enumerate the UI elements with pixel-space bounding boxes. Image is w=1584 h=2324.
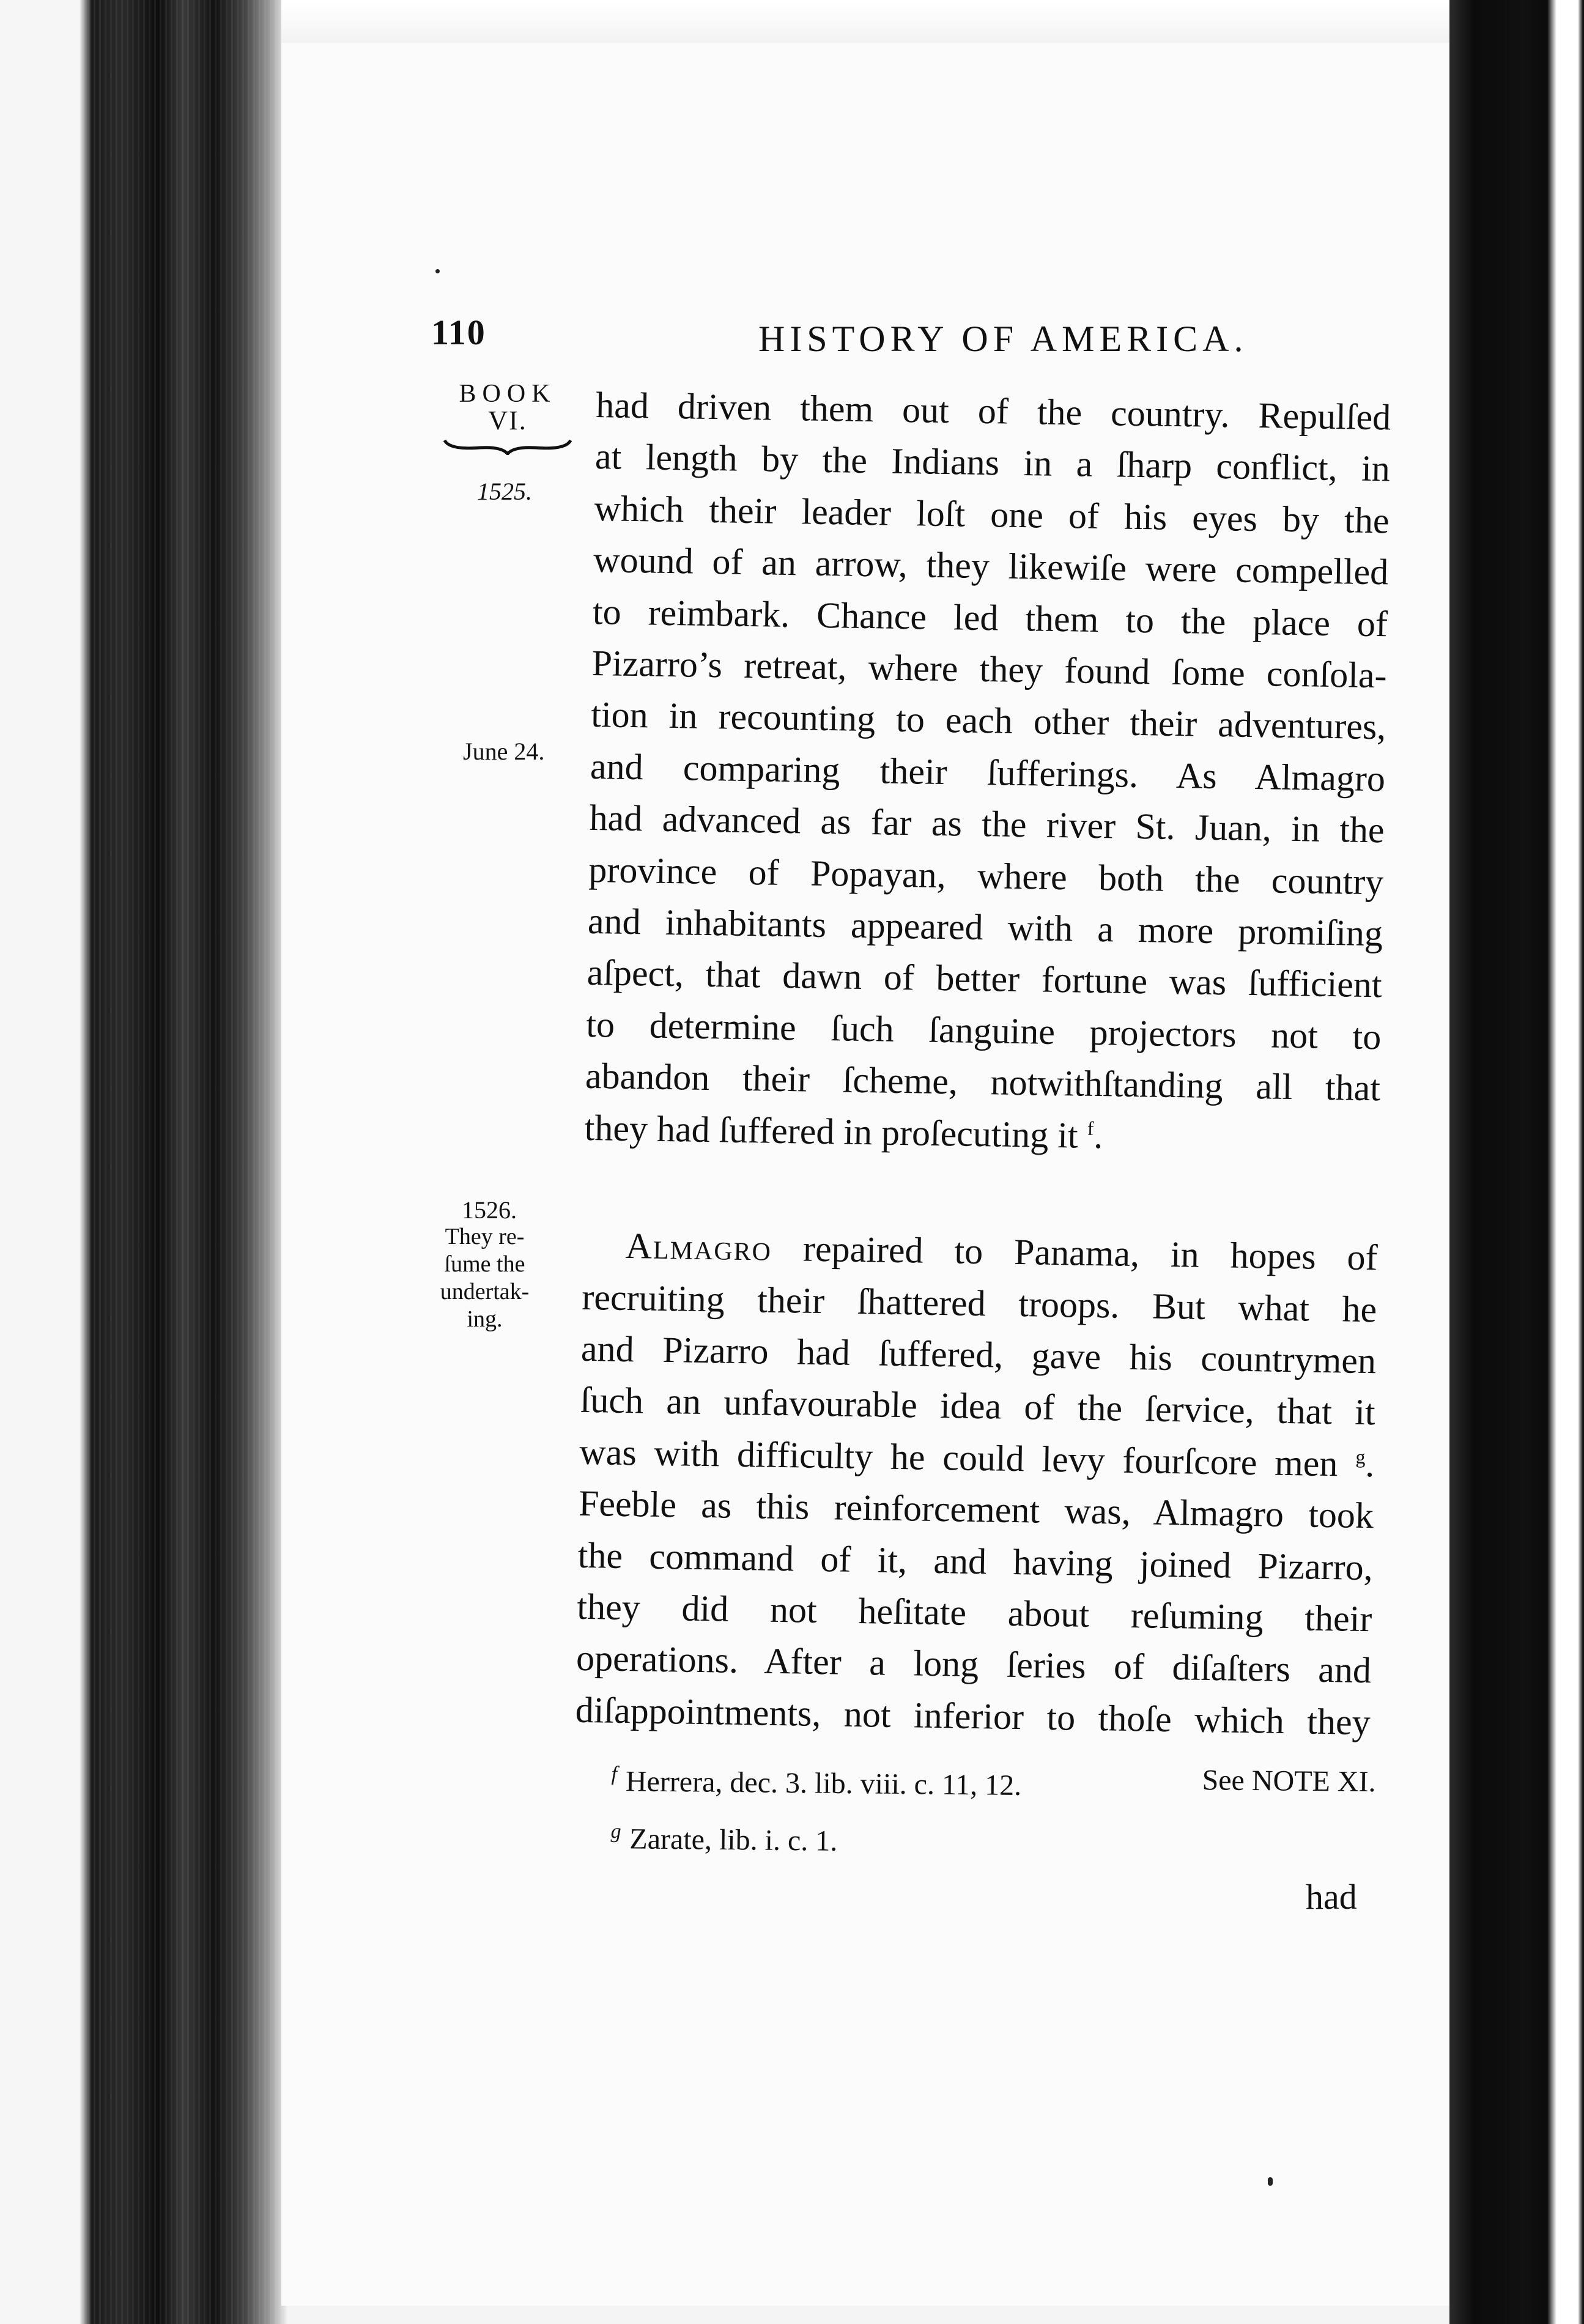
- text-line: and Pizarro had ſuffered, gave his countrymen: [580, 1328, 1377, 1382]
- paragraph-lead-word: Almagro: [625, 1226, 772, 1268]
- margin-note-line: ing.: [467, 1306, 503, 1332]
- footnote-text: Herrera, dec. 3. lib. viii. c. 11, 12.: [625, 1765, 1022, 1802]
- text-line: was with difficulty he could levy fourſcore men $^g$.: [579, 1431, 1375, 1484]
- footnote: [610, 1807, 1375, 1872]
- text-line: province of Popayan, where both the country: [588, 849, 1384, 902]
- paragraph-gap: [583, 1153, 1379, 1232]
- footnotes: [610, 1749, 1376, 1872]
- book-spine: [0, 0, 287, 2324]
- text-fragment: they had ſuffered in proſecuting it: [584, 1107, 1079, 1156]
- margin-note-line: undertak-: [440, 1279, 530, 1304]
- text-fragment: repaired to Panama, in hopes of: [771, 1227, 1379, 1278]
- footnote-see-note: See NOTE XI.: [1202, 1764, 1376, 1799]
- text-line: they did not heſitate about reſuming their: [576, 1586, 1372, 1640]
- footnote-mark: f: [611, 1762, 618, 1786]
- text-line: to determine ſuch ſanguine projectors not to: [585, 1004, 1382, 1057]
- text-line: tion in recounting to each other their adventures,: [590, 694, 1386, 747]
- facing-page-edge: [1449, 0, 1584, 2324]
- text-line: which their leader loſt one of his eyes by the: [594, 487, 1390, 541]
- speck: [1268, 2177, 1273, 2186]
- text-line: operations. After a long ſeries of diſaſters and: [575, 1638, 1372, 1691]
- footnote-text: Zarate, lib. i. c. 1.: [629, 1823, 838, 1857]
- text-line: and inhabitants appeared with a more promiſing: [587, 900, 1383, 954]
- book-label: BOOK: [459, 380, 557, 408]
- text-line: Pizarro’s retreat, where they found ſome conſola-: [591, 642, 1388, 696]
- text-fragment: was with difficulty he could levy fourſcore men: [579, 1431, 1339, 1484]
- text-line: diſappointments, not inferior to thoſe which they: [575, 1689, 1371, 1742]
- page-top-margin: [281, 0, 1449, 43]
- book-number: VI.: [488, 405, 527, 435]
- text-line: recruiting their ſhattered troops. But what he: [581, 1276, 1377, 1330]
- margin-note-line: They re-: [445, 1224, 525, 1249]
- body-text: [575, 379, 1391, 1748]
- margin-year-1526: 1526.: [462, 1196, 517, 1224]
- text-line: aſpect, that dawn of better fortune was ſufficient: [587, 952, 1383, 1005]
- text-line: abandon their ſcheme, notwithſtanding all that: [585, 1056, 1381, 1109]
- margin-note-line: ſume the: [444, 1251, 525, 1277]
- text-line: wound of an arrow, they likewiſe were compelled: [593, 539, 1389, 593]
- text-line: Feeble as this reinforcement was, Almagro took: [578, 1482, 1374, 1536]
- catchword: had: [1306, 1877, 1357, 1917]
- text-line: and comparing their ſufferings. As Almagro: [590, 746, 1386, 799]
- margin-book-label: [440, 380, 575, 434]
- running-title: HISTORY OF AMERICA.: [758, 319, 1248, 359]
- text-line: had advanced as far as the river St. Juan, in the: [589, 797, 1385, 851]
- margin-date: June 24.: [463, 738, 545, 765]
- speck: [435, 269, 440, 273]
- text-line: the command of it, and having joined Pizarro,: [577, 1534, 1374, 1588]
- text-line: had driven them out of the country. Repulſed: [595, 384, 1391, 438]
- margin-note: [422, 1223, 547, 1333]
- margin-year-1525: 1525.: [477, 478, 532, 505]
- footnote-ref: g: [1355, 1445, 1366, 1468]
- footnote: [611, 1749, 1376, 1815]
- brace-icon: [443, 438, 572, 455]
- text-line: ſuch an unfavourable idea of the ſervice, that it: [580, 1380, 1376, 1433]
- text-line: at length by the Indians in a ſharp conflict, in: [594, 436, 1391, 489]
- footnote-ref: f: [1087, 1117, 1094, 1139]
- text-fragment: .: [1093, 1115, 1103, 1156]
- text-line: to reimbark. Chance led them to the place of: [592, 591, 1388, 644]
- footnote-mark: g: [610, 1819, 621, 1843]
- page-number: 110: [431, 313, 486, 352]
